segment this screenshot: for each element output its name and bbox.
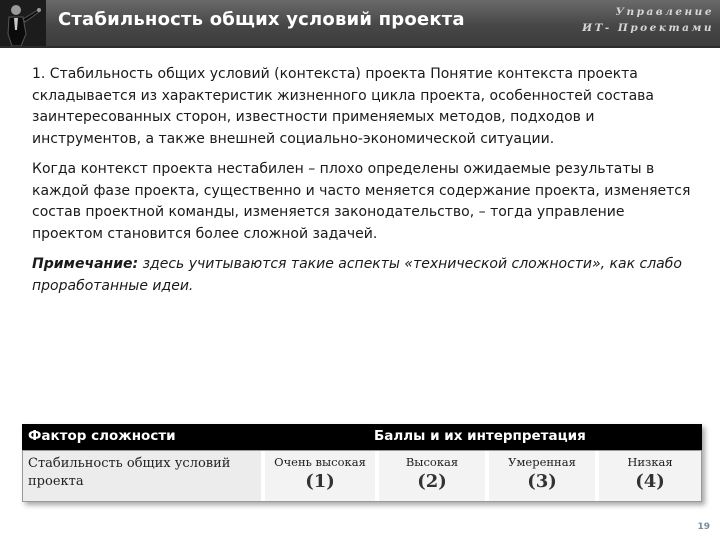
- paragraph-context: [32, 64, 692, 150]
- table-header-row: [22, 424, 702, 450]
- score-label: Низкая: [627, 455, 673, 469]
- score-label: Умеренная: [508, 455, 576, 469]
- score-cell-low: [595, 451, 701, 501]
- course-label-line-1: Управление: [615, 6, 714, 18]
- score-value: (1): [305, 471, 335, 492]
- score-cell-moderate: [485, 451, 595, 501]
- presenter-figure-icon: [0, 0, 46, 46]
- score-value: (4): [635, 471, 665, 492]
- header-scores: Баллы и их интерпретация: [374, 428, 586, 444]
- complexity-table: [22, 424, 702, 502]
- slide-title: Стабильность общих условий проекта: [58, 9, 465, 30]
- page-number: 19: [697, 522, 710, 532]
- score-label: Очень высокая: [274, 455, 366, 469]
- score-cell-very-high: [261, 451, 375, 501]
- score-cell-high: [375, 451, 485, 501]
- course-label: [582, 4, 714, 36]
- slide-body: [32, 64, 692, 306]
- course-label-line-2: ИТ- Проектами: [582, 22, 714, 34]
- paragraph-context-text: Понятие контекста проекта складывается из характеристик жизненного цикла проекта, особенностей состава заинтересованных сторон, известности применяемых методов, подходов и инструментов, а также внешней социально-экономической ситуации.: [32, 66, 654, 147]
- table-row: [22, 450, 702, 502]
- header-factor: Фактор сложности: [28, 428, 176, 444]
- note-text: здесь учитываются такие аспекты «технической сложности», как слабо проработанные идеи.: [32, 256, 682, 294]
- factor-cell: Стабильность общих условий проекта: [23, 451, 261, 501]
- score-value: (3): [527, 471, 557, 492]
- score-label: Высокая: [405, 455, 459, 469]
- paragraph-unstable: Когда контекст проекта нестабилен – плохо определены ожидаемые результаты в каждой фазе проекта, существенно и часто меняется содержание проекта, изменяется состав проектной команды, изменяется законодательство, – тогда управление проектом становится более сложной задачей.: [32, 161, 691, 242]
- score-value: (2): [417, 471, 447, 492]
- paragraph-context-heading: 1. Стабильность общих условий (контекста) проекта: [32, 66, 431, 82]
- note-label: Примечание:: [32, 256, 139, 272]
- note: [32, 254, 692, 297]
- slide-header: [0, 0, 720, 48]
- presenter-logo: [0, 0, 46, 46]
